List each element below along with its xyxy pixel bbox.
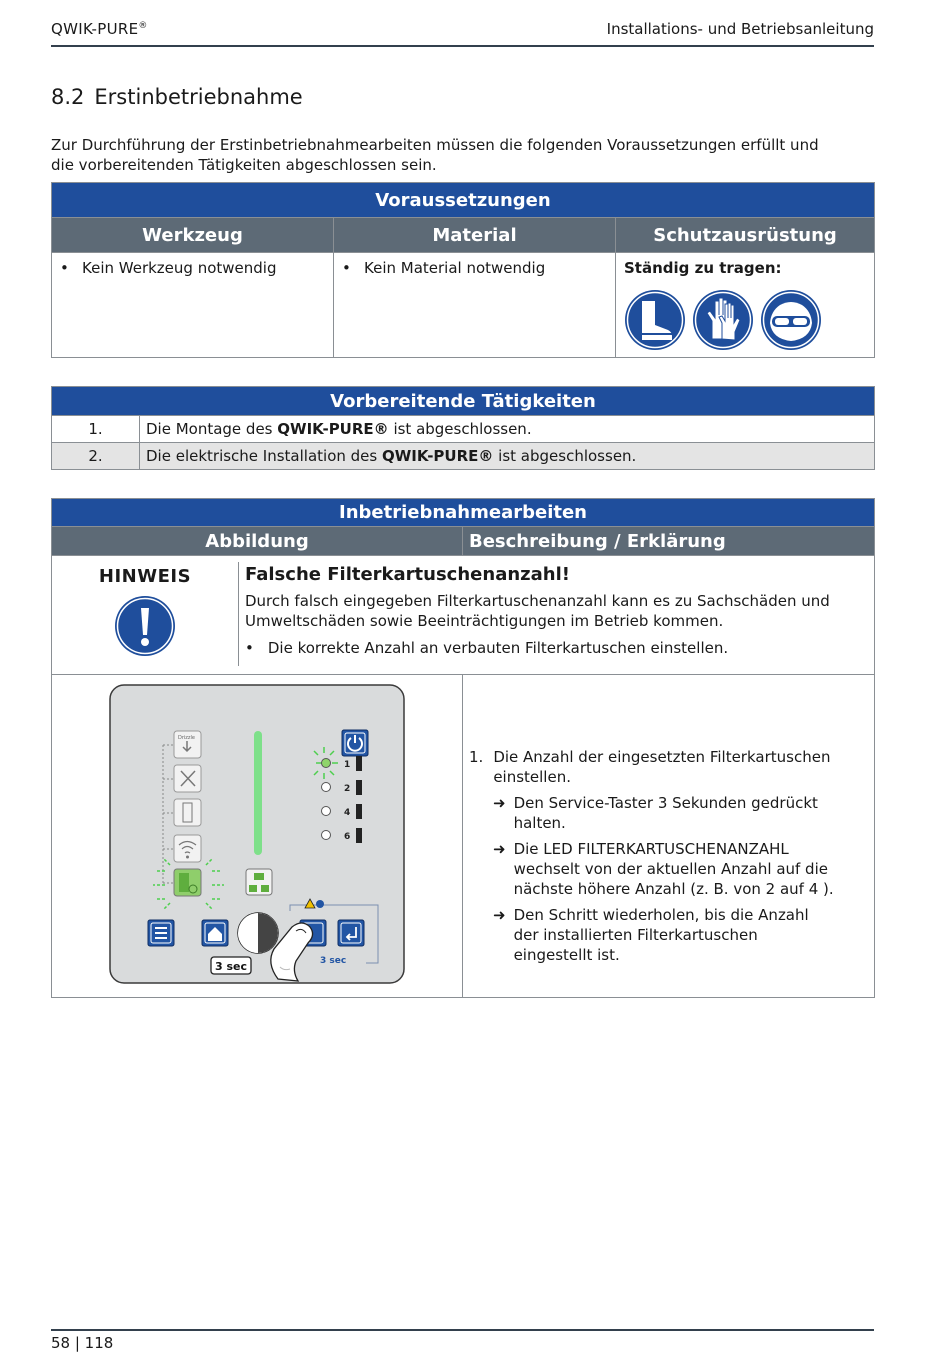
filter-icon [174, 869, 201, 896]
material-text: Kein Material notwendig [364, 259, 546, 277]
wifi-icon [174, 835, 201, 862]
section-intro: Zur Durchführung der Erstinbetriebnahmearbeiten müssen die folgenden Voraussetzungen erfüllt und die vorbereitenden Tätigkeiten abgeschlossen sein. [51, 136, 819, 174]
ppe-cell [616, 253, 875, 358]
safety-goggles-icon [760, 289, 822, 351]
instructions-cell [463, 675, 875, 998]
menu-button[interactable] [148, 920, 174, 946]
svg-text:Drizzle: Drizzle [178, 735, 196, 741]
requirements-title: Voraussetzungen [52, 183, 875, 218]
col-material: Material [334, 218, 616, 253]
svg-text:4: 4 [344, 808, 351, 818]
notice-text: Durch falsch eingegeben Filterkartuschenanzahl kann es zu Sachschäden und Umweltschäden sowie Beeinträchtigungen im Betrieb kommen. [245, 592, 830, 630]
material-cell: • Kein Material notwendig [334, 253, 616, 358]
footer-rule [51, 1329, 874, 1331]
col-werkzeug: Werkzeug [52, 218, 334, 253]
requirements-table [51, 182, 875, 358]
step-1-sub-1: ➜ Den Service-Taster 3 Sekunden gedrückt halten. [493, 794, 818, 832]
preparation-row-text: Die Montage des QWIK-PURE® ist abgeschlossen. [140, 416, 875, 443]
notice-box: HINWEIS Falsche Filterkartuschenanzahl! Durch falsch eingegeben Filterkartuschenanzahl kann es zu Sachschäden und Umweltschäden sowie Beeinträchtigungen im Betrieb kommen. • Die korrekte Anzahl an verbauten Filterkartuschen einstellen. [52, 556, 875, 675]
col-abbildung: Abbildung [52, 527, 463, 556]
notice-bullet-text: Die korrekte Anzahl an verbauten Filterkartuschen einstellen. [267, 639, 729, 657]
svg-text:6: 6 [344, 832, 351, 842]
timer-dial-icon [238, 913, 278, 953]
level-led-bar [254, 731, 262, 855]
network-icon [246, 869, 272, 895]
svg-text:3 sec: 3 sec [214, 960, 248, 973]
header-rule [51, 45, 874, 47]
step-1-sub-2: ➜ Die LED FILTERKARTUSCHENANZAHL wechselt von der aktuellen Anzahl auf die nächste höhere Anzahl (z. B. von 2 auf 4 ). [493, 840, 834, 898]
col-beschreibung: Beschreibung / Erklärung [463, 527, 875, 556]
valve-icon [174, 765, 201, 792]
preparation-row [52, 443, 875, 470]
preparation-row-number: 2. [52, 443, 140, 470]
enter-button[interactable] [338, 920, 364, 946]
notice-label: HINWEIS [98, 566, 192, 587]
tool-cell: • Kein Werkzeug notwendig [52, 253, 334, 358]
home-button[interactable] [202, 920, 228, 946]
step-1: 1. Die Anzahl der eingesetzten Filterkartuschen einstellen. [469, 747, 834, 787]
notice-heading: Falsche Filterkartuschenanzahl! [245, 564, 570, 585]
preparation-row-text: Die elektrische Installation des QWIK-PURE® ist abgeschlossen. [140, 443, 875, 470]
cartridge-icon [174, 799, 201, 826]
commissioning-title: Inbetriebnahmearbeiten [52, 499, 875, 527]
header-doc-title: Installations- und Betriebsanleitung [606, 20, 874, 38]
preparation-row [52, 416, 875, 443]
power-button[interactable] [342, 730, 368, 756]
preparation-table [51, 386, 875, 470]
ppe-label: Ständig zu tragen: [624, 259, 782, 277]
timer-label-right: 3 sec [320, 956, 347, 966]
svg-text:2: 2 [344, 784, 351, 794]
col-schutzausruestung: Schutzausrüstung [616, 218, 875, 253]
control-panel-illustration [52, 675, 461, 993]
safety-boots-icon [624, 289, 686, 351]
page-number: 58 | 118 [51, 1334, 114, 1352]
illustration-cell [52, 675, 463, 998]
preparation-row-number: 1. [52, 416, 140, 443]
svg-text:1: 1 [344, 760, 351, 770]
protective-gloves-icon [692, 289, 754, 351]
tool-text: Kein Werkzeug notwendig [82, 259, 277, 277]
preparation-title: Vorbereitende Tätigkeiten [52, 387, 875, 416]
step-1-text: Die Anzahl der eingesetzten Filterkartuschen einstellen. [493, 748, 831, 786]
header-product: QWIK-PURE® [51, 20, 148, 38]
timer-label-left [211, 957, 251, 974]
exclamation-icon [114, 595, 176, 657]
section-title: 8.2 Erstinbetriebnahme [51, 85, 303, 109]
commissioning-table [51, 498, 875, 998]
step-1-sub-3: ➜ Den Schritt wiederholen, bis die Anzahl der installierten Filterkartuschen eingestellt ist. [493, 906, 809, 964]
display-icon [174, 731, 201, 758]
